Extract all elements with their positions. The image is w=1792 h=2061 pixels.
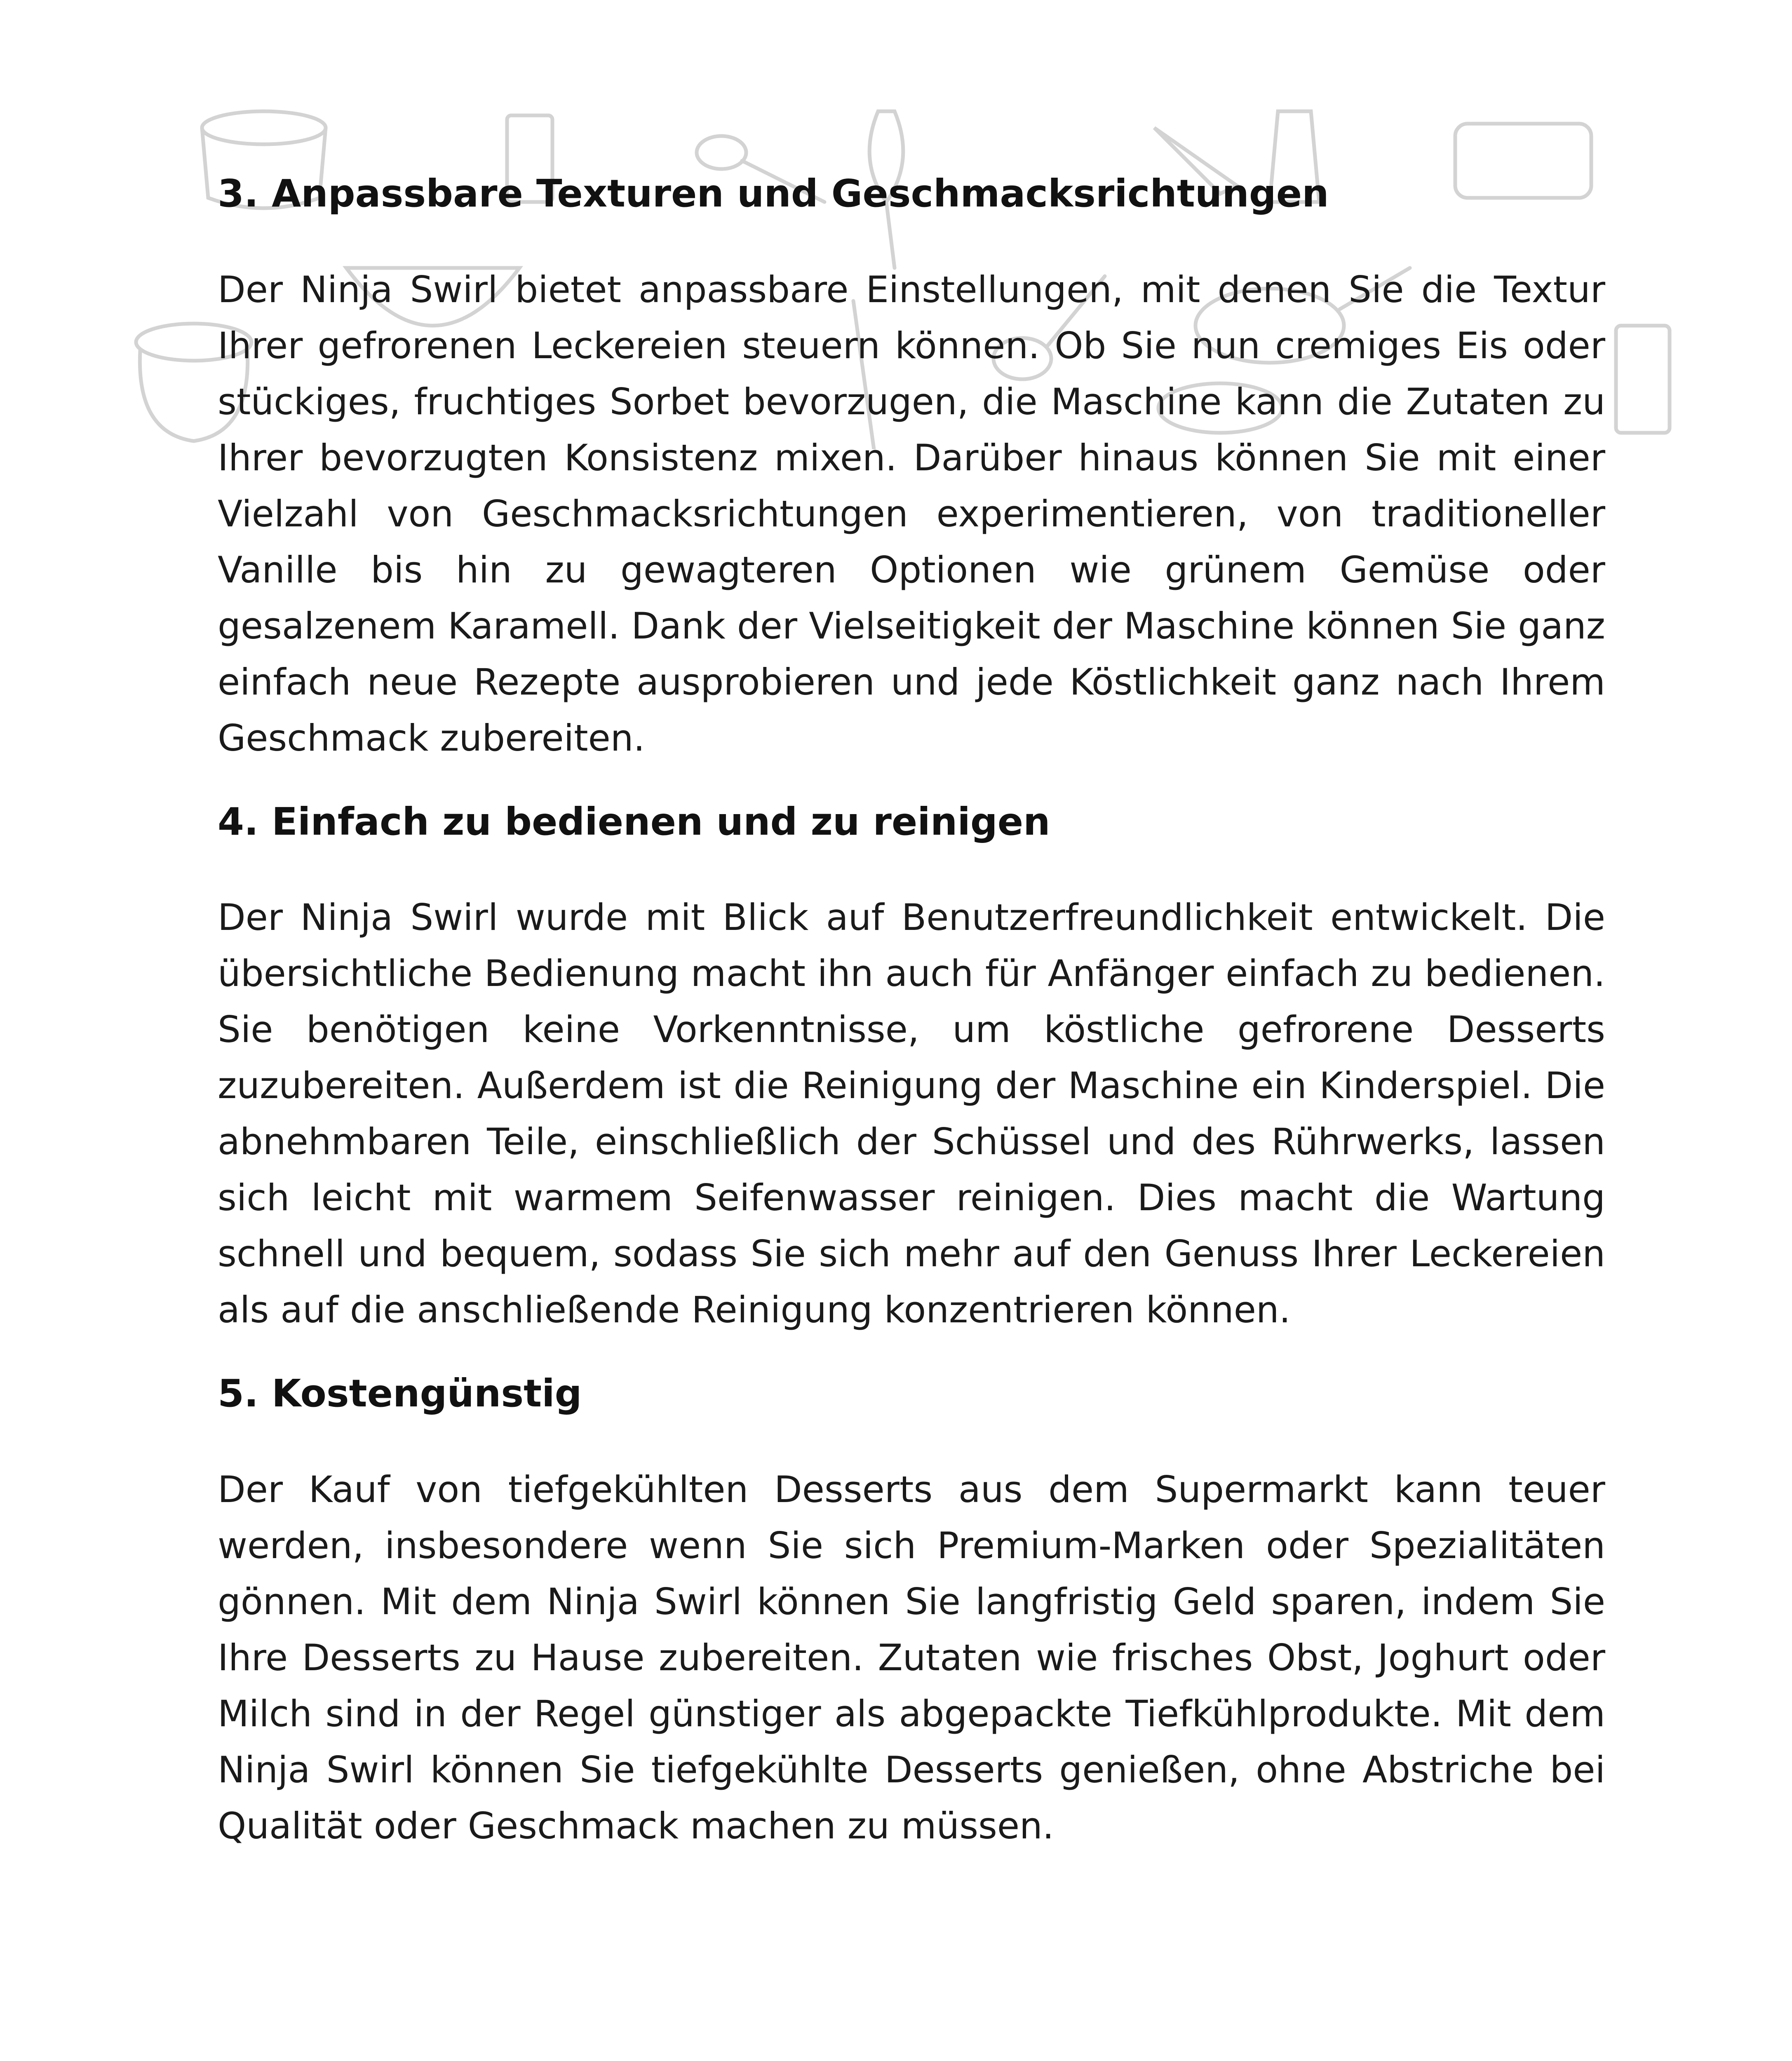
page-content (218, 169, 1605, 1854)
section-body-textures: Der Ninja Swirl bietet anpassbare Einstellungen, mit denen Sie die Textur Ihrer gefrorenen Leckereien steuern können. Ob Sie nun cremiges Eis oder stückiges, fruchtiges Sorbet bevorzugen, die Maschine kann die Zutaten zu Ihrer bevorzugten Konsistenz mixen. Darüber hinaus können Sie mit einer Vielzahl von Geschmacksrichtungen experimentieren, von traditioneller Vanille bis hin zu gewagteren Optionen wie grünem Gemüse oder gesalzenem Karamell. Dank der Vielseitigkeit der Maschine können Sie ganz einfach neue Rezepte ausprobieren und jede Köstlichkeit ganz nach Ihrem Geschmack zubereiten. (218, 268, 1605, 759)
section-body-cost: Der Kauf von tiefgekühlten Desserts aus dem Supermarkt kann teuer werden, insbesondere wenn Sie sich Premium-Marken oder Spezialitäten gönnen. Mit dem Ninja Swirl können Sie langfristig Geld sparen, indem Sie Ihre Desserts zu Hause zubereiten. Zutaten wie frisches Obst, Joghurt oder Milch sind in der Regel günstiger als abgepackte Tiefkühlprodukte. Mit dem Ninja Swirl können Sie tiefgekühlte Desserts genießen, ohne Abstriche bei Qualität oder Geschmack machen zu müssen. (218, 1468, 1605, 1847)
section-heading-textures: 3. Anpassbare Texturen und Geschmacksrichtungen (218, 171, 1329, 216)
section-body-easy-use: Der Ninja Swirl wurde mit Blick auf Benutzerfreundlichkeit entwickelt. Die übersichtliche Bedienung macht ihn auch für Anfänger einfach zu bedienen. Sie benötigen keine Vorkenntnisse, um köstliche gefrorene Desserts zuzubereiten. Außerdem ist die Reinigung der Maschine ein Kinderspiel. Die abnehmbaren Teile, einschließlich der Schüssel und des Rührwerks, lassen sich leicht mit warmem Seifenwasser reinigen. Dies macht die Wartung schnell und bequem, sodass Sie sich mehr auf den Genuss Ihrer Leckereien als auf die anschließende Reinigung konzentrieren können. (218, 896, 1605, 1331)
section-heading-cost: 5. Kostengünstig (218, 1371, 582, 1416)
section-heading-easy-use: 4. Einfach zu bedienen und zu reinigen (218, 799, 1050, 844)
